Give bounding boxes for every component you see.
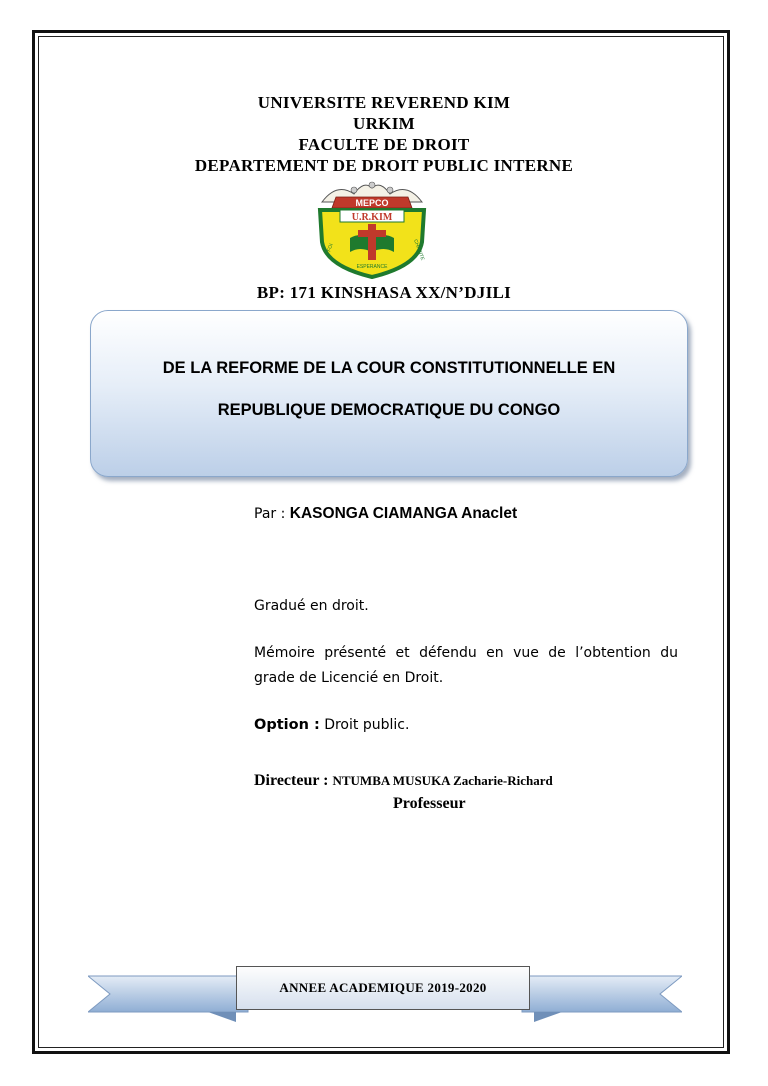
director-title: Professeur (393, 795, 466, 812)
thesis-title-box (90, 310, 688, 477)
author-line (254, 505, 517, 523)
university-name: UNIVERSITE REVEREND KIM (257, 93, 511, 112)
author-name: KASONGA CIAMANGA Anaclet (289, 505, 518, 522)
motto-center: ESPERANCE (356, 264, 388, 270)
motto-left: FOI (326, 242, 335, 253)
thesis-purpose: Mémoire présenté et défendu en vue de l’obtention du grade de Licencié en Droit. (254, 645, 678, 686)
option-value: Droit public. (324, 717, 410, 733)
thesis-title-line1: DE LA REFORME DE LA COUR CONSTITUTIONNELLE EN (162, 359, 616, 377)
university-header (0, 92, 768, 176)
department-name: DEPARTEMENT DE DROIT PUBLIC INTERNE (194, 156, 574, 175)
university-logo (302, 180, 442, 280)
option-line (254, 717, 409, 733)
author-prefix: Par : (254, 506, 286, 522)
option-label: Option : (254, 717, 320, 733)
academic-year-box (236, 966, 530, 1010)
university-acronym: URKIM (353, 114, 415, 133)
logo-banner-text: MEPCO (355, 198, 389, 208)
cross-icon (368, 224, 376, 260)
faculty-name: FACULTE DE DROIT (298, 135, 470, 154)
director-line (254, 772, 553, 790)
academic-year: ANNEE ACADEMIQUE 2019-2020 (279, 980, 487, 995)
author-degree: Gradué en droit. (254, 598, 369, 614)
motto-right: CHARITE (412, 238, 426, 262)
director-label: Directeur : (254, 772, 329, 789)
director-name: NTUMBA MUSUKA Zacharie-Richard (332, 773, 553, 788)
thesis-title-line2: REPUBLIQUE DEMOCRATIQUE DU CONGO (217, 401, 561, 419)
logo-shield-text: U.R.KIM (351, 212, 393, 223)
postal-address: BP: 171 KINSHASA XX/N’DJILI (256, 283, 512, 302)
